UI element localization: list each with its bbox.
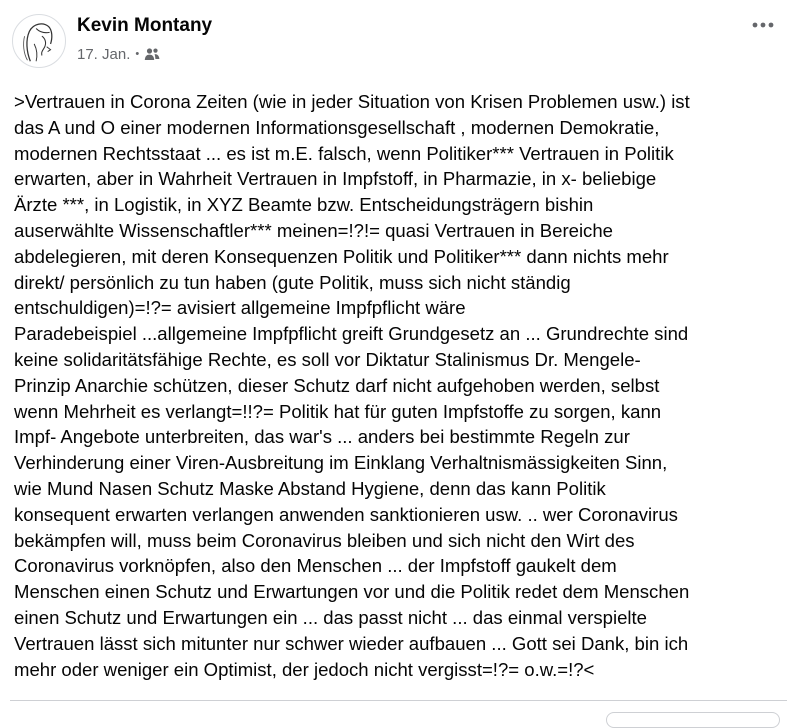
- post-text-line: direkt/ persönlich zu tun haben (gute Politik, muss sich nicht ständig: [14, 271, 571, 293]
- avatar-portrait-drawing: [13, 15, 65, 67]
- author-name[interactable]: Kevin Montany: [77, 15, 213, 36]
- post-text-line: mehr oder weniger ein Optimist, der jedoch nicht vergisst=!?= o.w.=!?<: [14, 658, 595, 680]
- post-meta: [77, 44, 160, 64]
- author-avatar[interactable]: [12, 14, 66, 68]
- more-options-icon: [752, 22, 774, 28]
- comment-box-edge[interactable]: [606, 712, 780, 728]
- post-text-line: Impf- Angebote unterbreiten, das war's ... anders bei bestimmte Regeln zur: [14, 426, 630, 448]
- post-text-line: Paradebeispiel ...allgemeine Impfpflicht greift Grundgesetz an ... Grundrechte sind: [14, 323, 689, 345]
- post-text-line: entschuldigen)=!?= avisiert allgemeine Impfpflicht wäre: [14, 297, 466, 319]
- post-text-line: einen Schutz und Erwartungen ein ... das passt nicht ... das einmal verspielte: [14, 606, 647, 628]
- post-text-line: wie Mund Nasen Schutz Maske Abstand Hygiene, denn das kann Politik: [14, 477, 606, 499]
- post-text-line: Prinzip Anarchie schützen, dieser Schutz darf nicht aufgehoben werden, selbst: [14, 374, 660, 396]
- post-text-line: Vertrauen lässt sich mitunter nur schwer wieder aufbauen ... Gott sei Dank, bin ich: [14, 632, 689, 654]
- more-options-button[interactable]: [746, 12, 780, 38]
- post-text-line: keine solidaritätsfähige Rechte, es soll vor Diktatur Stalinismus Dr. Mengele-: [14, 348, 641, 370]
- friends-icon[interactable]: [144, 47, 160, 61]
- post-text-line: erwarten, aber in Wahrheit Vertrauen in Impfstoff, in Pharmazie, in x- beliebige: [14, 168, 657, 190]
- post-date[interactable]: 17. Jan.: [77, 45, 131, 63]
- post-text-line: konsequent erwarten verlangen anwenden sanktionieren usw. .. wer Coronavirus: [14, 503, 678, 525]
- post-text-line: >Vertrauen in Corona Zeiten (wie in jeder Situation von Krisen Problemen usw.) ist: [14, 91, 690, 112]
- post-text-line: Coronavirus vorknöpfen, also den Menschen ... der Impfstoff gaukelt dem: [14, 555, 617, 577]
- post-text-line: modernen Rechtsstaat ... es ist m.E. falsch, wenn Politiker*** Vertrauen in Politik: [14, 142, 674, 164]
- post-text-line: auserwählte Wissenschaftler*** meinen=!?!= quasi Vertrauen in Bereiche: [14, 219, 613, 241]
- post-text-line: bekämpfen will, muss beim Coronavirus bleiben und sich nicht den Wirt des: [14, 529, 635, 551]
- post-divider: [10, 700, 787, 701]
- post-text-line: Verhinderung einer Viren-Ausbreitung im Einklang Verhaltnismässigkeiten Sinn,: [14, 452, 668, 474]
- post-text-line: das A und O einer modernen Informationsgesellschaft , modernen Demokratie,: [14, 116, 660, 138]
- post-text-line: Ärzte ***, in Logistik, in XYZ Beamte bzw. Entscheidungsträgern bishin: [14, 194, 594, 216]
- meta-separator: •: [135, 47, 140, 60]
- post-text-line: Menschen einen Schutz und Erwartungen vor und die Politik redet dem Menschen: [14, 581, 690, 603]
- post-text: [14, 89, 794, 682]
- post-text-line: abdelegieren, mit deren Konsequenzen Politik und Politiker*** dann nichts mehr: [14, 245, 669, 267]
- post-text-line: wenn Mehrheit es verlangt=!!?= Politik hat für guten Impfstoffe zu sorgen, kann: [14, 400, 662, 422]
